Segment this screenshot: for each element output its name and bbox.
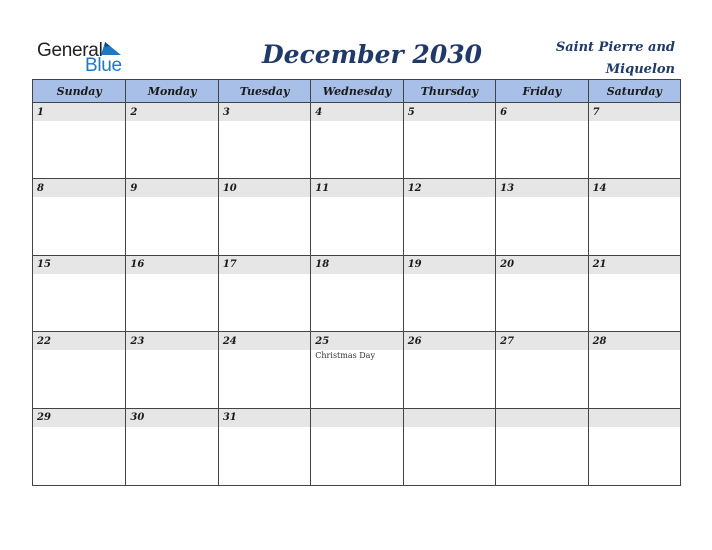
- day-number: 4: [311, 103, 402, 121]
- day-number: 14: [589, 179, 680, 197]
- day-number: 18: [311, 256, 402, 274]
- day-number: 10: [219, 179, 310, 197]
- day-cell: [33, 256, 125, 331]
- day-cell: [218, 256, 310, 331]
- weekday-header-row: [33, 80, 680, 103]
- weekday-header: Thursday: [403, 80, 495, 102]
- day-cell: [33, 103, 125, 178]
- week-row: [33, 256, 680, 332]
- day-number: 23: [126, 332, 217, 350]
- day-number: [589, 409, 680, 427]
- day-cell: [403, 103, 495, 178]
- day-cell: [218, 179, 310, 254]
- day-cell: [495, 332, 587, 407]
- day-number: 24: [219, 332, 310, 350]
- region-line-2: Miquelon: [605, 62, 675, 77]
- week-row: [33, 409, 680, 485]
- day-cell: [588, 103, 680, 178]
- day-number: 25: [311, 332, 402, 350]
- month-title: December 2030: [262, 40, 483, 69]
- day-number: 17: [219, 256, 310, 274]
- day-cell: [403, 256, 495, 331]
- day-number: 15: [33, 256, 125, 274]
- weekday-header: Saturday: [588, 80, 680, 102]
- day-cell: [310, 332, 402, 407]
- day-number: 21: [589, 256, 680, 274]
- day-number: 20: [496, 256, 587, 274]
- day-cell: [310, 409, 402, 485]
- generalblue-logo: [37, 38, 127, 78]
- weekday-header: Wednesday: [310, 80, 402, 102]
- day-number: 5: [404, 103, 495, 121]
- day-cell: [495, 409, 587, 485]
- day-cell: [218, 409, 310, 485]
- calendar-grid: [32, 79, 681, 486]
- weekday-header: Sunday: [56, 84, 102, 98]
- day-number: 12: [404, 179, 495, 197]
- day-cell: [218, 332, 310, 407]
- day-cell: [310, 103, 402, 178]
- logo-word-blue: Blue: [85, 55, 122, 76]
- day-number: 1: [33, 103, 125, 121]
- day-cell: [125, 103, 217, 178]
- day-cell: [218, 103, 310, 178]
- day-cell: [495, 256, 587, 331]
- day-number: [404, 409, 495, 427]
- day-cell: [588, 256, 680, 331]
- week-row: [33, 103, 680, 179]
- day-cell: [33, 332, 125, 407]
- day-cell: [310, 256, 402, 331]
- calendar-weeks: [33, 103, 680, 485]
- day-number: 22: [33, 332, 125, 350]
- day-number: 27: [496, 332, 587, 350]
- weekday-header: Tuesday: [218, 80, 310, 102]
- day-cell: [310, 179, 402, 254]
- day-number: 31: [219, 409, 310, 427]
- day-number: 6: [496, 103, 587, 121]
- day-number: [311, 409, 402, 427]
- day-number: 11: [311, 179, 402, 197]
- day-cell: [125, 179, 217, 254]
- day-cell: [33, 409, 125, 485]
- day-cell: [495, 103, 587, 178]
- weekday-header: Friday: [495, 80, 587, 102]
- day-number: 29: [33, 409, 125, 427]
- day-cell: [403, 332, 495, 407]
- logo-word-general: General: [37, 40, 103, 61]
- day-cell: [403, 409, 495, 485]
- day-number: 16: [126, 256, 217, 274]
- day-number: 19: [404, 256, 495, 274]
- week-row: [33, 179, 680, 255]
- day-cell: [588, 332, 680, 407]
- day-cell: [588, 409, 680, 485]
- day-cell: [33, 179, 125, 254]
- region-label: [525, 37, 675, 81]
- week-row: [33, 332, 680, 408]
- day-number: 3: [219, 103, 310, 121]
- day-number: 2: [126, 103, 217, 121]
- logo-triangle-icon: [101, 41, 121, 55]
- day-cell: [495, 179, 587, 254]
- region-line-1: Saint Pierre and: [555, 40, 675, 55]
- day-number: 9: [126, 179, 217, 197]
- day-number: 28: [589, 332, 680, 350]
- day-number: 30: [126, 409, 217, 427]
- weekday-header: Monday: [125, 80, 217, 102]
- day-number: 7: [589, 103, 680, 121]
- holiday-label: Christmas Day: [315, 351, 375, 361]
- day-number: [496, 409, 587, 427]
- day-number: 13: [496, 179, 587, 197]
- day-cell: [125, 332, 217, 407]
- day-cell: [125, 256, 217, 331]
- day-number: 26: [404, 332, 495, 350]
- day-cell: [588, 179, 680, 254]
- day-number: 8: [33, 179, 125, 197]
- day-cell: [125, 409, 217, 485]
- day-cell: [403, 179, 495, 254]
